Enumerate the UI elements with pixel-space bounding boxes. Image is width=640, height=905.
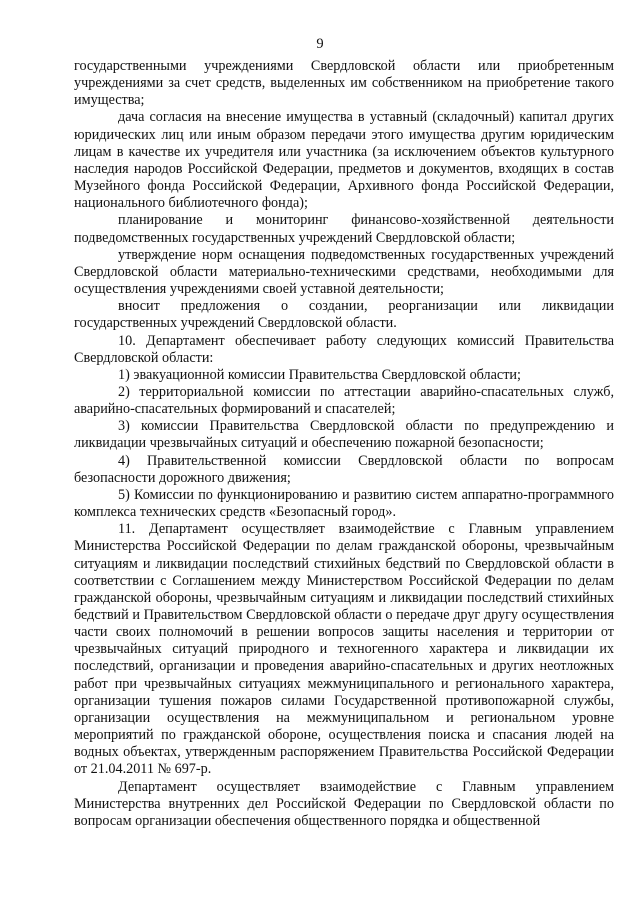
paragraph-police-cooperation: Департамент осуществляет взаимодействие с Главным управлением Министерства внутренних дел Российской Федерации по Свердловской области по вопросам организации обеспечения общественного порядка и общественной [74, 778, 614, 829]
paragraph-property-contribution: дача согласия на внесение имущества в уставный (складочный) капитал других юридических лиц или иным образом передачи этого имущества другим юридическим лицам в качестве их учредителя или участника (за исключением объектов культурного наследия народов Российской Федерации, предметов и документов, входящих в состав Музейного фонда Российской Федерации, Архивного фонда Российской Федерации, национального библиотечного фонда); [74, 109, 614, 212]
list-item-commission-4: 4) Правительственной комиссии Свердловской области по вопросам безопасности дорожного движения; [74, 452, 614, 486]
document-body [74, 58, 614, 830]
list-item-commission-2: 2) территориальной комиссии по аттестации аварийно-спасательных служб, аварийно-спасательных формирований и спасателей; [74, 383, 614, 418]
paragraph-equipment-norms: утверждение норм оснащения подведомственных государственных учреждений Свердловской области материально-техническими средствами, необходимыми для осуществления учреждениями своей уставной деятельности; [74, 246, 614, 298]
paragraph-planning-monitoring: планирование и мониторинг финансово-хозяйственной деятельности подведомственных государственных учреждений Свердловской области; [74, 212, 614, 246]
page-number: 9 [316, 36, 324, 52]
list-item-commission-1: 1) эвакуационной комиссии Правительства Свердловской области; [118, 366, 521, 383]
paragraph-section-11: 11. Департамент осуществляет взаимодействие с Главным управлением Министерства Российской Федерации по делам гражданской обороны, чрезвычайным ситуациям и ликвидации последствий стихийных бедствий по Свердловской области в соответствии с Соглашением между Министерством Российской Федерации по делам гражданской обороны, чрезвычайным ситуациям и ликвидации последствий стихийных бедствий и Правительством Свердловской области о передаче друг другу осуществления части своих полномочий в решении вопросов защиты населения и территории от чрезвычайных ситуаций природного и техногенного характера и ликвидации их последствий, организации и проведения аварийно-спасательных и других неотложных работ при чрезвычайных ситуациях межмуниципального и регионального характера, организации тушения пожаров силами Государственной противопожарной службы, организации осуществления на межмуниципальном и региональном уровне мероприятий по гражданской обороне, осуществления поиска и спасания людей на водных объектах, утвержденным распоряжением Правительства Российской Федерации от 21.04.2011 № 697-р. [74, 521, 614, 778]
list-item-commission-5: 5) Комиссии по функционированию и развитию систем аппаратно-программного комплекса технических средств «Безопасный город». [74, 486, 614, 521]
list-item-commission-3: 3) комиссии Правительства Свердловской области по предупреждению и ликвидации чрезвычайных ситуаций и обеспечению пожарной безопасности; [74, 418, 614, 452]
paragraph-continuation: государственными учреждениями Свердловской области или приобретенным учреждениями за счет средств, выделенных им собственником на приобретение такого имущества; [74, 58, 614, 109]
paragraph-reorganization-proposals: вносит предложения о создании, реорганизации или ликвидации государственных учреждений Свердловской области. [74, 298, 614, 332]
paragraph-section-10: 10. Департамент обеспечивает работу следующих комиссий Правительства Свердловской области: [74, 332, 614, 366]
